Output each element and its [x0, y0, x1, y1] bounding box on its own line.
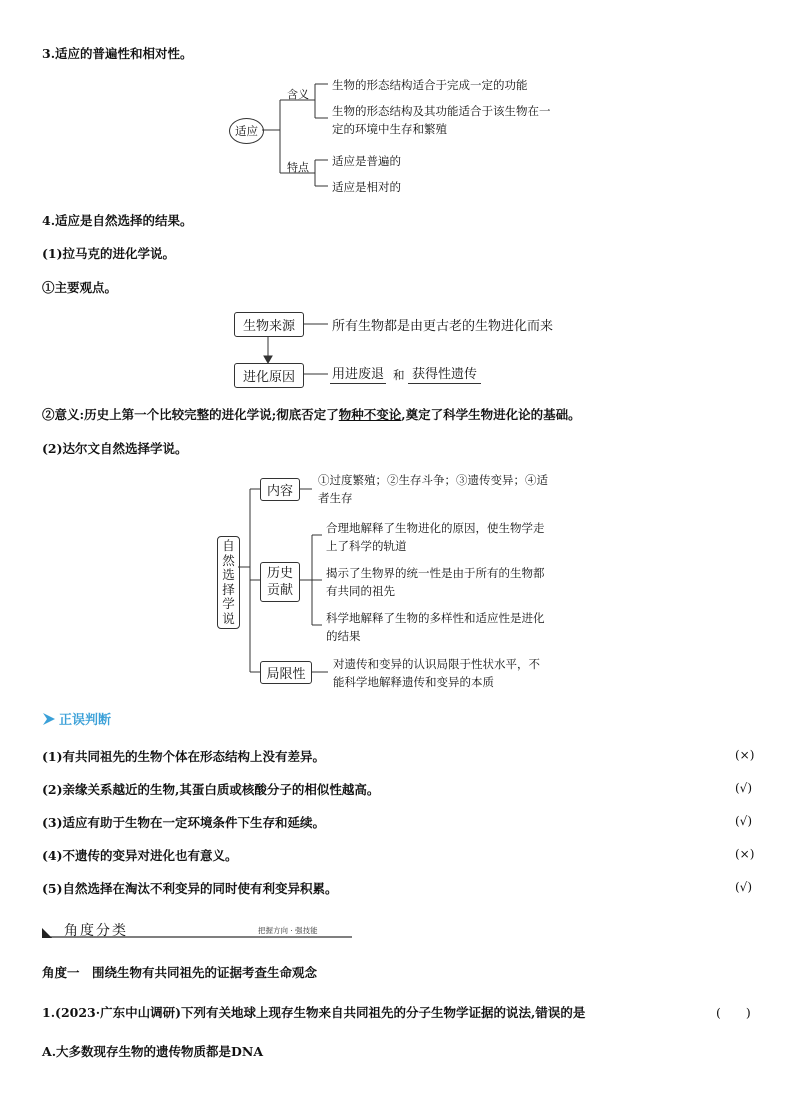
content-line1: ①过度繁殖；②生存斗争；③遗传变异；④适 — [318, 473, 548, 487]
section-4-title: 4.适应是自然选择的结果。 — [42, 213, 193, 228]
history-1-line1: 合理地解释了生物进化的原因，使生物学走 — [326, 521, 545, 535]
judge-item: (3)适应有助于生物在一定环境条件下生存和延续。 — [42, 815, 326, 830]
judge-item: (2)亲缘关系越近的生物,其蛋白质或核酸分子的相似性越高。 — [42, 782, 380, 797]
angle-title: 角度一 围绕生物有共同祖先的证据考查生命观念 — [42, 965, 318, 980]
corner-decoration-icon — [42, 922, 58, 938]
box-history-line1: 历史 — [266, 566, 293, 581]
box-history-line2: 贡献 — [266, 583, 293, 598]
main-view-heading: ①主要观点。 — [42, 280, 118, 295]
cause-inheritance: 获得性遗传 — [408, 363, 481, 384]
banner-tagline: 把握方向 · 强技能 — [258, 926, 318, 935]
vertical-title-char: 然 — [222, 552, 235, 568]
history-3-line2: 的结果 — [326, 629, 361, 643]
judge-mark: (√) — [735, 814, 753, 828]
judge-heading-row — [42, 709, 111, 728]
judge-mark: (×) — [735, 847, 755, 861]
judge-mark: (√) — [735, 781, 753, 795]
significance-underlined: 物种不变论 — [338, 407, 402, 422]
category-banner — [42, 920, 352, 938]
judge-heading: 正误判断 — [59, 713, 112, 728]
option-a: A.大多数现存生物的遗传物质都是DNA — [42, 1044, 264, 1059]
meaning-label: 含义 — [287, 88, 309, 101]
significance-line — [42, 405, 581, 423]
box-source: 生物来源 — [234, 312, 304, 337]
content-line2: 者生存 — [318, 491, 353, 505]
history-2-line2: 有共同的祖先 — [326, 584, 395, 598]
answer-bracket: ( ) — [716, 1005, 751, 1020]
lamarck-heading: (1)拉马克的进化学说。 — [42, 246, 176, 261]
meaning-item-2-line2: 定的环境中生存和繁殖 — [332, 122, 447, 136]
meaning-item-2-line1: 生物的形态结构及其功能适合于该生物在一 — [332, 104, 551, 118]
significance-text-a: ②意义:历史上第一个比较完整的进化学说;彻底否定了 — [42, 407, 339, 422]
vertical-title-char: 选 — [222, 567, 235, 582]
cause-and: 和 — [393, 368, 405, 382]
feature-item-1: 适应是普遍的 — [332, 154, 401, 168]
meaning-item-1: 生物的形态结构适合于完成一定的功能 — [332, 78, 528, 92]
vertical-title-char: 说 — [222, 610, 235, 626]
judge-mark: (×) — [735, 748, 755, 762]
history-1-line2: 上了科学的轨道 — [326, 539, 407, 553]
vertical-title-char: 自 — [222, 538, 235, 553]
judge-item: (1)有共同祖先的生物个体在形态结构上没有差异。 — [42, 749, 326, 764]
judge-mark: (√) — [735, 880, 753, 894]
box-history — [260, 562, 300, 602]
banner-title: 角度分类 — [64, 923, 128, 939]
natural-selection-vertical-title — [217, 536, 240, 629]
arrow-icon — [42, 712, 56, 726]
darwin-heading: (2)达尔文自然选择学说。 — [42, 441, 188, 456]
box-limit: 局限性 — [260, 661, 312, 684]
history-2-line1: 揭示了生物界的统一性是由于所有的生物都 — [326, 566, 545, 580]
vertical-title-char: 学 — [222, 596, 235, 611]
significance-text-b: ,奠定了科学生物进化论的基础。 — [401, 407, 581, 422]
box-cause: 进化原因 — [234, 363, 304, 388]
judge-item: (5)自然选择在淘汰不利变异的同时使有利变异积累。 — [42, 881, 338, 896]
limit-line2: 能科学地解释遗传和变异的本质 — [333, 675, 494, 689]
feature-item-2: 适应是相对的 — [332, 180, 401, 194]
limit-line1: 对遗传和变异的认识局限于性状水平，不 — [333, 657, 540, 671]
source-text: 所有生物都是由更古老的生物进化而来 — [332, 319, 554, 334]
question-1: 1.(2023·广东中山调研)下列有关地球上现存生物来自共同祖先的分子生物学证据的说法,错误的是 — [42, 1005, 586, 1020]
adapt-node: 适应 — [229, 118, 264, 144]
box-content: 内容 — [260, 478, 300, 501]
judge-item: (4)不遗传的变异对进化也有意义。 — [42, 848, 238, 863]
feature-label: 特点 — [287, 161, 309, 174]
section-3-title: 3.适应的普遍性和相对性。 — [42, 46, 193, 61]
vertical-title-char: 择 — [222, 581, 235, 597]
cause-use-disuse: 用进废退 — [330, 363, 386, 384]
history-3-line1: 科学地解释了生物的多样性和适应性是进化 — [326, 611, 545, 625]
